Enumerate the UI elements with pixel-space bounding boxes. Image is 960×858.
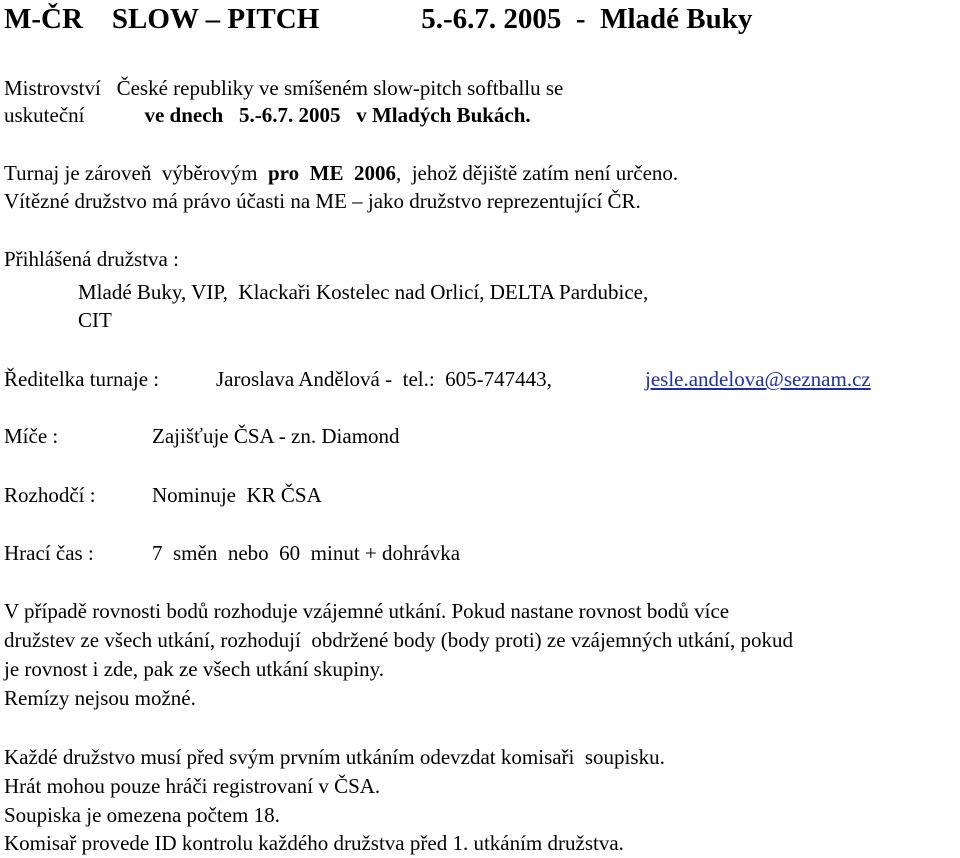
roster-line-2: Hrát mohou pouze hráči registrovaní v ČSA. bbox=[4, 774, 381, 798]
title-date-place: 5.-6.7. 2005 - Mladé Buky bbox=[421, 3, 753, 35]
qualifier-text-a: Turnaj je zároveň výběrovým bbox=[4, 161, 268, 185]
intro-line-2-bold: ve dnech 5.-6.7. 2005 v Mladých Bukách. bbox=[144, 103, 531, 127]
qualifier-text-c: , jehož dějiště zatím není určeno. bbox=[395, 161, 679, 185]
umpires-label: Rozhodčí : bbox=[4, 483, 96, 507]
roster-line-3: Soupiska je omezena počtem 18. bbox=[4, 803, 280, 827]
roster-line-4: Komisař provede ID kontrolu každého družstva před 1. utkáním družstva. bbox=[4, 831, 624, 855]
time-value: 7 směn nebo 60 minut + dohrávka bbox=[152, 541, 461, 565]
teams-line-2: CIT bbox=[78, 308, 112, 332]
balls-value: Zajišťuje ČSA - zn. Diamond bbox=[152, 424, 400, 448]
qualifier-line-2: Vítězné družstvo má právo účasti na ME – jako družstvo reprezentující ČR. bbox=[4, 189, 641, 213]
tiebreak-line-3: je rovnost i zde, pak ze všech utkání skupiny. bbox=[4, 657, 385, 681]
teams-line-1: Mladé Buky, VIP, Klackaři Kostelec nad Orlicí, DELTA Pardubice, bbox=[78, 280, 649, 304]
roster-line-1: Každé družstvo musí před svým prvním utkáním odevzdat komisaři soupisku. bbox=[4, 745, 665, 769]
tiebreak-line-4: Remízy nejsou možné. bbox=[4, 686, 196, 710]
qualifier-me-2006: pro ME 2006 bbox=[268, 161, 396, 185]
intro-line-2 bbox=[4, 102, 531, 128]
director-email-link[interactable]: jesle.andelova@seznam.cz bbox=[645, 367, 871, 391]
intro-line-1: Mistrovství České republiky ve smíšeném slow-pitch softballu se bbox=[4, 76, 564, 100]
tiebreak-line-1: V případě rovnosti bodů rozhoduje vzájemné utkání. Pokud nastane rovnost bodů více bbox=[4, 599, 730, 623]
balls-label: Míče : bbox=[4, 424, 59, 448]
umpires-value: Nominuje KR ČSA bbox=[152, 483, 322, 507]
time-label: Hrací čas : bbox=[4, 541, 94, 565]
director-contact: Jaroslava Andělová - tel.: 605-747443, bbox=[216, 367, 552, 391]
tiebreak-line-2: družstev ze všech utkání, rozhodují obdržené body (body proti) ze vzájemných utkání, pokud bbox=[4, 628, 794, 652]
title-event: M-ČR SLOW – PITCH bbox=[4, 3, 320, 35]
director-label: Ředitelka turnaje : bbox=[4, 367, 160, 391]
intro-line-2-prefix: uskuteční bbox=[4, 103, 85, 127]
qualifier-line-1 bbox=[4, 160, 678, 186]
document-title bbox=[4, 3, 752, 36]
teams-label: Přihlášená družstva : bbox=[4, 247, 179, 271]
